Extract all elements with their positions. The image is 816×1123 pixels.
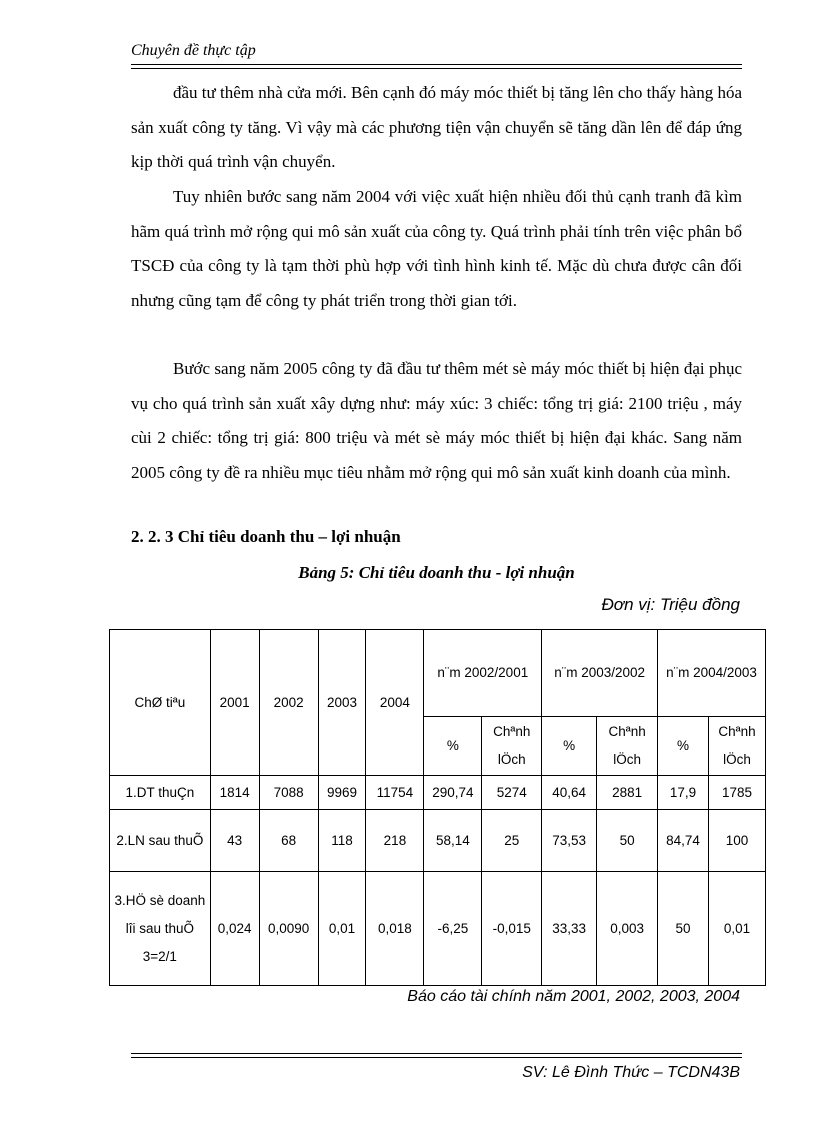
row-label: 3.HÖ sè doanh lîi sau thuÕ 3=2/1 <box>110 872 211 986</box>
subheader-diff: Chªnh lÖch <box>482 717 542 776</box>
row-label: 1.DT thuÇn <box>110 776 211 810</box>
header-rule-thin <box>131 68 742 69</box>
cell: 9969 <box>318 776 366 810</box>
cell: 1814 <box>210 776 259 810</box>
cell: 33,33 <box>542 872 597 986</box>
cell: 0,024 <box>210 872 259 986</box>
cell: 0,01 <box>318 872 366 986</box>
footer-rule-thin <box>131 1057 742 1058</box>
row-label: 2.LN sau thuÕ <box>110 810 211 872</box>
table-row <box>110 810 766 872</box>
cell: 17,9 <box>658 776 709 810</box>
cell: 25 <box>482 810 542 872</box>
paragraph-1 <box>131 76 742 180</box>
page-footer-author: SV: Lê Đình Thức – TCDN43B <box>522 1064 740 1081</box>
cell: -0,015 <box>482 872 542 986</box>
revenue-profit-table <box>109 629 766 986</box>
header-indicator: ChØ tiªu <box>110 630 211 776</box>
cell: 5274 <box>482 776 542 810</box>
cell: 218 <box>366 810 424 872</box>
cell: 0,0090 <box>259 872 318 986</box>
cell: 84,74 <box>658 810 709 872</box>
cell: 1785 <box>708 776 765 810</box>
cell: 50 <box>658 872 709 986</box>
footer-rule <box>131 1053 742 1054</box>
header-group: n¨m 2003/2002 <box>542 630 658 717</box>
subheader-diff: Chªnh lÖch <box>708 717 765 776</box>
cell: 11754 <box>366 776 424 810</box>
paragraph-text: Bước sang năm 2005 công ty đã đầu tư thêm mét sè máy móc thiết bị hiện đại phục vụ cho quá trình sản xuất xây dựng như: máy xúc: 3 chiếc: tổng trị giá: 2100 triệu , máy cùi 2 chiếc: tổng trị giá: 800 triệu và mét sè máy móc thiết bị hiện đại khác. Sang năm 2005 công ty đề ra nhiều mục tiêu nhằm mở rộng qui mô sản xuất kinh doanh của mình. <box>131 359 742 482</box>
paragraph-text: đầu tư thêm nhà cửa mới. Bên cạnh đó máy móc thiết bị tăng lên cho thấy hàng hóa sản xuất công ty tăng. Vì vậy mà các phương tiện vận chuyển sẽ tăng dần lên để đáp ứng kịp thời quá trình vận chuyển. <box>131 83 742 172</box>
table-caption: Bảng 5: Chỉ tiêu doanh thu - lợi nhuận <box>298 563 575 582</box>
header-year: 2004 <box>366 630 424 776</box>
cell: 43 <box>210 810 259 872</box>
subheader-pct: % <box>658 717 709 776</box>
subheader-pct: % <box>542 717 597 776</box>
table-header-row <box>110 630 766 717</box>
header-group: n¨m 2002/2001 <box>424 630 542 717</box>
table-row <box>110 872 766 986</box>
header-group: n¨m 2004/2003 <box>658 630 766 717</box>
cell: 118 <box>318 810 366 872</box>
cell: 290,74 <box>424 776 482 810</box>
cell: 0,01 <box>708 872 765 986</box>
table-row <box>110 776 766 810</box>
subheader-diff: Chªnh lÖch <box>597 717 658 776</box>
subheader-pct: % <box>424 717 482 776</box>
unit-label: Đơn vị: Triệu đồng <box>601 595 740 614</box>
header-year: 2003 <box>318 630 366 776</box>
paragraph-2 <box>131 180 742 318</box>
cell: 100 <box>708 810 765 872</box>
cell: 58,14 <box>424 810 482 872</box>
cell: 73,53 <box>542 810 597 872</box>
page-header-title: Chuyên đề thực tập <box>131 42 256 59</box>
cell: 7088 <box>259 776 318 810</box>
cell: 2881 <box>597 776 658 810</box>
table-source-note: Báo cáo tài chính năm 2001, 2002, 2003, 2004 <box>407 988 740 1005</box>
cell: 0,018 <box>366 872 424 986</box>
header-rule <box>131 64 742 65</box>
header-year: 2002 <box>259 630 318 776</box>
cell: 0,003 <box>597 872 658 986</box>
header-year: 2001 <box>210 630 259 776</box>
cell: 68 <box>259 810 318 872</box>
cell: -6,25 <box>424 872 482 986</box>
cell: 40,64 <box>542 776 597 810</box>
paragraph-3 <box>131 352 742 490</box>
section-heading: 2. 2. 3 Chỉ tiêu doanh thu – lợi nhuận <box>131 527 401 546</box>
paragraph-text: Tuy nhiên bước sang năm 2004 với việc xuất hiện nhiều đối thủ cạnh tranh đã kìm hãm quá trình mở rộng qui mô sản xuất của công ty. Quá trình phải tính trên việc phân bổ TSCĐ của công ty là tạm thời phù hợp với tình hình kinh tế. Mặc dù chưa được cân đối nhưng cũng tạm để công ty phát triển trong thời gian tới. <box>131 187 742 310</box>
cell: 50 <box>597 810 658 872</box>
